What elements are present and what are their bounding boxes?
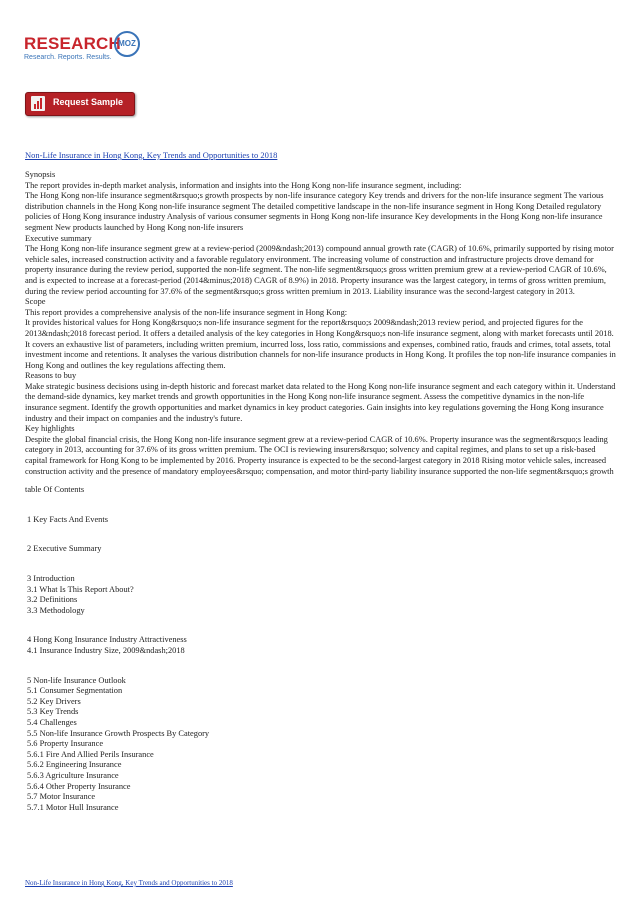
body-paragraph: Executive summary <box>25 233 92 243</box>
body-paragraph: The report provides in-depth market analysis, information and insights into the Hong Kong non-life insurance segment, including: <box>25 180 462 190</box>
toc-line: 2 Executive Summary <box>27 544 102 554</box>
toc-line: 5.7.1 Motor Hull Insurance <box>27 802 119 812</box>
toc-line: 5.6 Property Insurance <box>27 739 104 749</box>
logo-badge: MOZ <box>114 31 140 57</box>
toc-line: 5.6.1 Fire And Allied Perils Insurance <box>27 749 154 759</box>
toc-line: 5.2 Key Drivers <box>27 696 81 706</box>
toc-line: 5.7 Motor Insurance <box>27 792 96 802</box>
toc-line: 3 Introduction <box>27 574 75 583</box>
toc-group <box>25 515 617 526</box>
toc-line: 4 Hong Kong Insurance Industry Attractiveness <box>27 635 187 645</box>
report-content <box>25 170 617 813</box>
toc-line: 5.6.4 Other Property Insurance <box>27 781 131 791</box>
body-paragraph: It provides historical values for Hong Kong&rsquo;s non-life insurance segment for the report&rsquo;s 2009&ndash;2013 review period, and projected figures for the 2013&ndash;2018 forecast period. It offers a detailed analysis of the key categories in Hong Kong&rsquo;s non-life insurance segment, along with market forecasts until 2018. It covers an exhaustive list of parameters, including written premium, incurred loss, loss ratio, commissions and expenses, combined ratio, frauds and crimes, total assets, total investment income and retentions. It analyses the various distribution channels for non-life insurance products in Hong Kong. It profiles the top non-life insurance companies in Hong Kong and outlines the key regulations affecting them. <box>25 318 616 370</box>
body-paragraph: This report provides a comprehensive analysis of the non-life insurance segment in Hong Kong: <box>25 307 348 317</box>
body-paragraph: The Hong Kong non-life insurance segment grew at a review-period (2009&ndash;2013) compound annual growth rate (CAGR) of 10.6%, primarily supported by rising motor vehicle sales, increased construction activity and a favorable regulatory environment. The increasing volume of construction and infrastructure projects drove demand for property insurance during the review period, supported the non-life segment. The non-life segment&rsquo;s gross written premium grew at a review-period CAGR of 10.6%, and is expected to increase at a forecast-period (2014&minus;2018) CAGR of 8.9%) in 2018. Property insurance was the largest category, in terms of gross written premium, during the review period accounting for 37.6% of the segment&rsquo;s gross written premium in 2013. Liability insurance was the second-largest category in 2013. <box>25 244 614 296</box>
body-paragraph: Synopsis <box>25 170 56 179</box>
report-title-link[interactable]: Non-Life Insurance in Hong Kong, Key Trends and Opportunities to 2018 <box>25 150 278 160</box>
researchmoz-logo[interactable] <box>24 30 144 66</box>
toc-line: 5.3 Key Trends <box>27 707 79 717</box>
toc-line: 1 Key Facts And Events <box>27 514 108 524</box>
logo-tagline: Research. Reports. Results. <box>24 54 112 61</box>
body-paragraph: Scope <box>25 297 46 307</box>
toc-group <box>25 635 617 656</box>
toc-line: 4.1 Insurance Industry Size, 2009&ndash;2018 <box>27 645 185 655</box>
toc-line: 3.1 What Is This Report About? <box>27 584 134 594</box>
toc-line: 3.3 Methodology <box>27 605 85 615</box>
toc-group <box>25 544 617 555</box>
body-paragraph: The Hong Kong non-life insurance segment&rsquo;s growth prospects by non-life insurance category Key trends and drivers for the non-life insurance segment The various distribution channels in the Hong Kong non-life insurance segment The detailed competitive landscape in the non-life insurance segment in Hong Kong Detailed regulatory policies of Hong Kong insurance industry Analysis of various consumer segments in Hong Kong non-life insurance Key developments in the Hong Kong non-life insurance segment New products launched by Hong Kong non-life insurers <box>25 191 604 232</box>
footer-report-link[interactable]: Non-Life Insurance in Hong Kong, Key Trends and Opportunities to 2018 <box>25 879 233 887</box>
body-paragraph: Make strategic business decisions using in-depth historic and forecast market data related to the Hong Kong non-life insurance segment and each category within it. Understand the demand-side dynamics, key market trends and growth opportunities in the Hong Kong non-life insurance segment. Assess the competitive dynamics in the non-life insurance segment. Identify the growth opportunities and market dynamics in key product categories. Gain insights into key regulations governing the Hong Kong insurance industry and their impact on companies and the industry's future. <box>25 381 616 423</box>
body-paragraph: Key highlights <box>25 424 75 434</box>
bar-chart-icon <box>31 96 45 111</box>
toc-line: 5 Non-life Insurance Outlook <box>27 675 126 685</box>
body-paragraph: Despite the global financial crisis, the Hong Kong non-life insurance segment grew at a review-period CAGR of 10.6%. Property insurance was the segment&rsquo;s leading category in 2013, accounting for 37.6% of its gross written premium. The OCI is reviewing insurers&rsquo; solvency and capital regimes, and plans to set up a risk-based capital framework for Hong Kong to be implemented by 2016. Property insurance is expected to be the second-largest category in 2018 Rising motor vehicle sales, increased construction activity and the presence of mandatory employees&rsquo; compensation, and motor third-party liability insurance supported the non-life segment&rsquo;s growth <box>25 434 614 476</box>
toc-line: 5.6.3 Agriculture Insurance <box>27 770 119 780</box>
toc-heading: table Of Contents <box>25 485 85 495</box>
logo-wordmark: RESEARCH <box>24 34 122 53</box>
toc-line: 5.1 Consumer Segmentation <box>27 686 123 696</box>
toc-line: 5.6.2 Engineering Insurance <box>27 760 122 770</box>
toc-line: 3.2 Definitions <box>27 595 78 605</box>
toc-line: 5.4 Challenges <box>27 717 77 727</box>
request-sample-button[interactable] <box>25 92 135 116</box>
toc-group <box>25 574 617 616</box>
toc-group <box>25 676 617 814</box>
body-paragraph: Reasons to buy <box>25 371 77 381</box>
toc-line: 5.5 Non-life Insurance Growth Prospects By Category <box>27 728 210 738</box>
request-sample-label: Request Sample <box>53 97 124 107</box>
